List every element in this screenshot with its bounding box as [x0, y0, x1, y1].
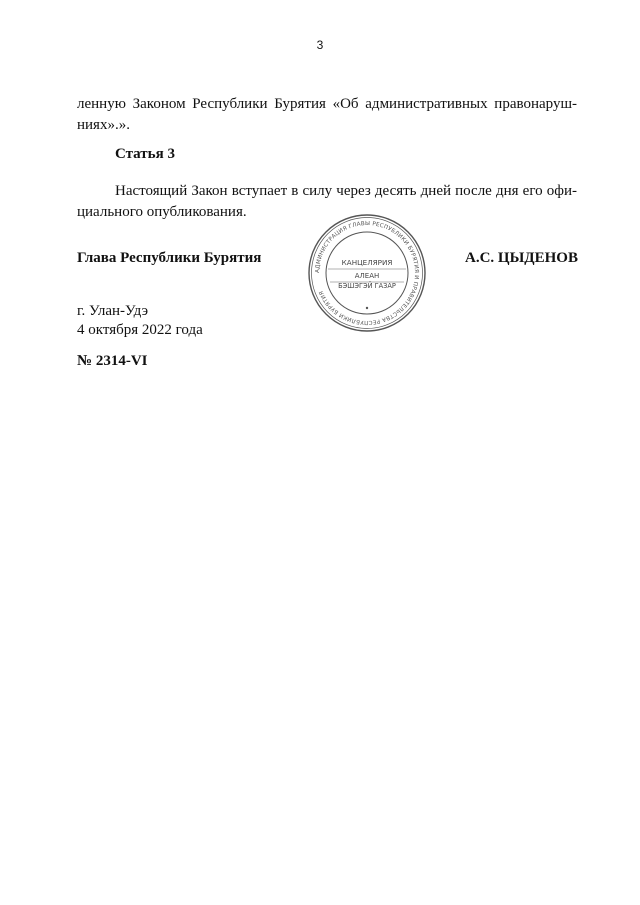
signing-date: 4 октября 2022 года: [77, 322, 203, 338]
official-seal-stamp: [306, 212, 428, 334]
signing-place: г. Улан-Удэ: [77, 303, 149, 319]
seal-line-2: АЛЕАН: [354, 272, 380, 280]
paragraph-line: ленную Законом Республики Бурятия «Об административных правонаруш-: [77, 96, 577, 112]
seal-line-3: БЭШЭГЭЙ ГАЗАР: [338, 282, 396, 290]
paragraph-line: циального опубликования.: [77, 204, 247, 220]
signatory-name: А.С. ЦЫДЕНОВ: [465, 250, 578, 266]
page-number: 3: [316, 38, 324, 52]
seal-line-1: КАНЦЕЛЯРИЯ: [341, 258, 393, 267]
seal-ring-text: АДМИНИСТРАЦИЯ ГЛАВЫ РЕСПУБЛИКИ БУРЯТИЯ И ПРАВИТЕЛЬСТВА РЕСПУБЛИКИ БУРЯТИЯ: [314, 220, 420, 326]
paragraph-line: Настоящий Закон вступает в силу через десять дней после дня его офи-: [115, 183, 577, 199]
law-number: № 2314-VI: [77, 353, 148, 369]
paragraph-continuation: [77, 94, 577, 136]
paragraph-line: ниях».».: [77, 117, 130, 133]
seal-dot: [366, 307, 368, 309]
article-heading: Статья 3: [115, 146, 175, 162]
signing-place-date: [77, 302, 203, 340]
signatory-title: Глава Республики Бурятия: [77, 250, 262, 266]
